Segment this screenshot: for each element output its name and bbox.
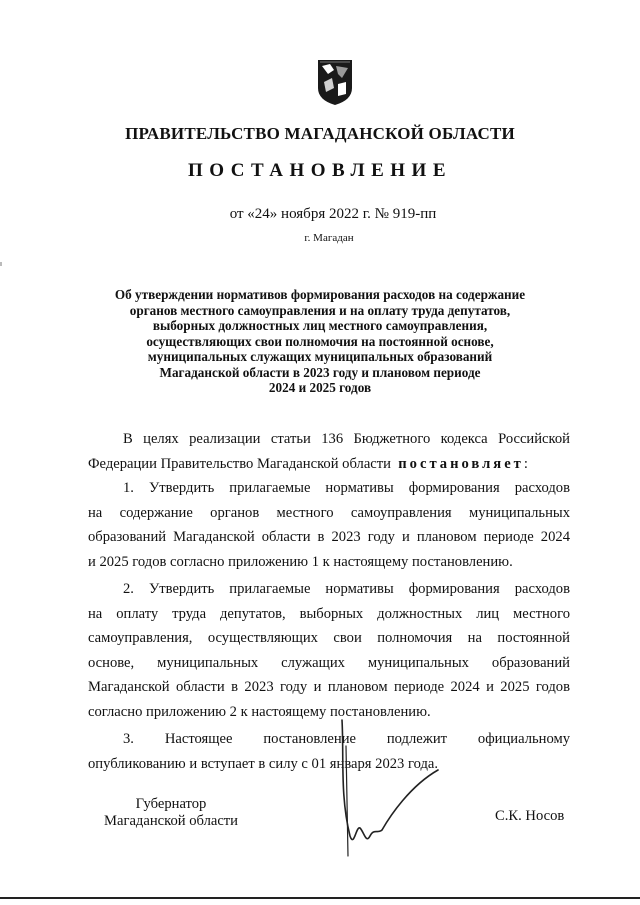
item-3-line: 3. Настоящее постановление подлежит официальному: [123, 731, 570, 747]
title-line: органов местного самоуправления и на оплату труда депутатов,: [129, 302, 511, 318]
document-body: [88, 427, 570, 776]
item-2-line: согласно приложению 2 к настоящему постановлению.: [88, 703, 431, 720]
item-2-line: Магаданской области в 2023 году и плановом периоде 2024 и 2025 годов: [88, 679, 570, 695]
coat-of-arms-icon: [316, 58, 354, 106]
item-2-line: самоуправления, осуществляющих свои полномочия на постоянной: [88, 630, 570, 646]
organization-title: ПРАВИТЕЛЬСТВО МАГАДАНСКОЙ ОБЛАСТИ: [125, 124, 515, 143]
title-line: 2024 и 2025 годов: [268, 380, 372, 395]
preamble-line-2: [88, 452, 570, 477]
item-1-line: образований Магаданской области в 2023 году и плановом периоде 2024: [88, 529, 570, 545]
item-3-line: опубликованию и вступает в силу с 01 января 2023 года.: [88, 755, 439, 772]
preamble-line: В целях реализации статьи 136 Бюджетного кодекса Российской: [123, 431, 570, 447]
document-subject-title: [70, 287, 570, 396]
item-2-line: на оплату труда депутатов, выборных должностных лиц местного: [88, 605, 570, 622]
title-line: осуществляющих свои полномочия на постоянной основе,: [146, 333, 494, 349]
title-line: Магаданской области в 2023 году и плановом периоде: [159, 364, 481, 380]
signatory-title: Губернатор: [135, 796, 207, 812]
item-1-line: на содержание органов местного самоуправления муниципальных: [88, 504, 570, 521]
preamble-text: Федерации Правительство Магаданской области: [88, 455, 391, 472]
scan-bottom-edge: [0, 897, 640, 899]
item-2-line: 2. Утвердить прилагаемые нормативы формирования расходов: [123, 581, 570, 597]
document-type: ПОСТАНОВЛЕНИЕ: [187, 160, 453, 181]
scan-margin-mark: [0, 262, 2, 266]
handwritten-signature-icon: [330, 716, 450, 866]
title-line: Об утверждении нормативов формирования расходов на содержание: [114, 287, 526, 302]
signatory-name: С.К. Носов: [495, 808, 565, 824]
title-line: выборных должностных лиц местного самоуправления,: [152, 318, 488, 333]
item-1-line: 1. Утвердить прилагаемые нормативы формирования расходов: [123, 480, 570, 496]
document-city: г. Магадан: [304, 232, 354, 244]
decree-verb: постановляет: [398, 455, 524, 472]
document-date-number: от «24» ноября 2022 г. № 919-пп: [229, 206, 437, 222]
title-line: муниципальных служащих муниципальных образований: [147, 349, 493, 364]
preamble-colon: :: [523, 455, 528, 472]
item-1-line: и 2025 годов согласно приложению 1 к настоящему постановлению.: [88, 553, 513, 570]
signatory-region: Магаданской области: [104, 813, 238, 829]
signatory-position: [96, 796, 246, 830]
item-2-line: основе, муниципальных служащих муниципальных образований: [88, 654, 570, 671]
